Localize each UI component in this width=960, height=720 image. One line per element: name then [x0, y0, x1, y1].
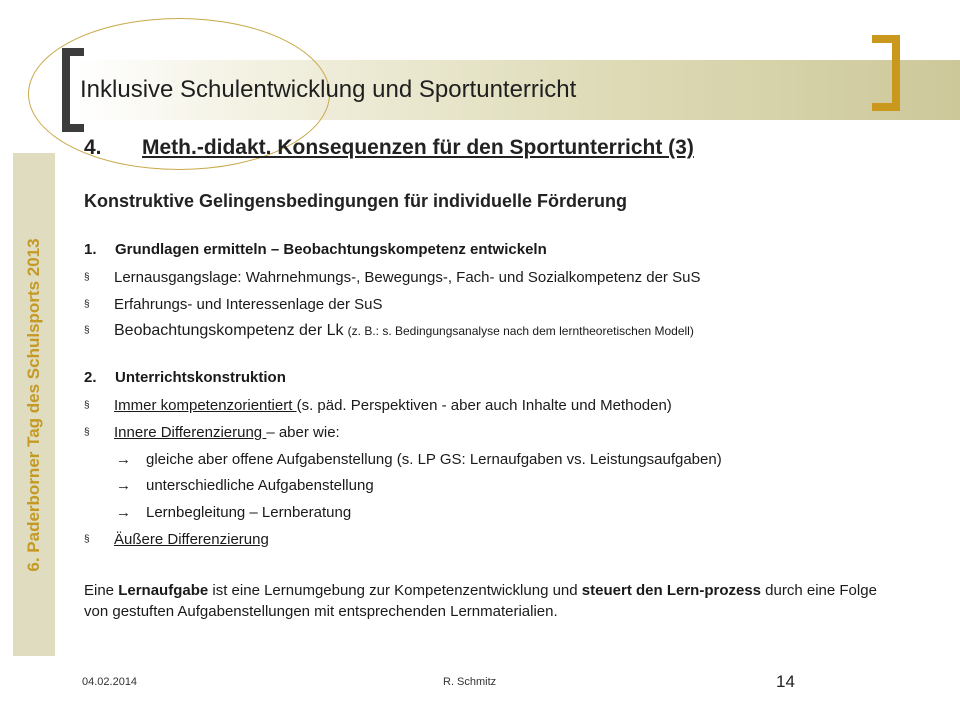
sub-list-item-text: unterschiedliche Aufgabenstellung	[146, 477, 374, 494]
bullet-icon: §	[84, 534, 90, 545]
list-item	[84, 322, 694, 340]
sidebar-event-label: 6. Paderborner Tag des Schulsports 2013	[24, 238, 43, 572]
list-item	[84, 424, 340, 441]
paragraph-text: ist eine Lernumgebung zur Kompetenzentwicklung und	[208, 582, 582, 599]
heading-number: 4.	[84, 136, 102, 159]
list-item	[84, 269, 700, 286]
list-item	[84, 296, 383, 313]
list-item	[84, 397, 672, 414]
bullet-icon: §	[84, 325, 90, 336]
heading-text: Meth.-didakt. Konsequenzen für den Sportunterricht (3)	[142, 136, 694, 159]
bullet-icon: §	[84, 299, 90, 310]
paragraph-text: Eine	[84, 582, 119, 599]
sub-list-item	[84, 451, 722, 468]
section2-number: 2.	[84, 369, 97, 386]
bullet-icon: §	[84, 272, 90, 283]
section-heading	[84, 136, 694, 160]
right-bracket-decoration	[872, 35, 900, 111]
sub-list-item-text: Lernbegleitung – Lernberatung	[146, 504, 352, 521]
list-item-underlined: Immer kompetenzorientiert	[114, 397, 297, 414]
section2-title	[84, 369, 286, 386]
list-item-text: (s. päd. Perspektiven - aber auch Inhalte und Methoden)	[296, 397, 672, 414]
list-item-text: Lernausgangslage: Wahrnehmungs-, Bewegungs-, Fach- und Sozialkompetenz der SuS	[114, 269, 701, 286]
footer-author: R. Schmitz	[443, 676, 497, 688]
footer-date: 04.02.2014	[82, 676, 138, 688]
list-item-note: (z. B.: s. Bedingungsanalyse nach dem lerntheoretischen Modell)	[347, 324, 694, 338]
list-item-underlined: Äußere Differenzierung	[114, 531, 269, 548]
arrow-right-icon: →	[116, 451, 131, 468]
definition-paragraph	[84, 580, 904, 622]
page-number: 14	[776, 672, 795, 691]
paragraph-text: durch eine Folge von gestuften Aufgabenstellungen mit entsprechenden Lernmaterialien.	[84, 582, 877, 620]
sub-list-item	[84, 477, 374, 494]
arrow-right-icon: →	[116, 504, 131, 521]
section1-label: Grundlagen ermitteln – Beobachtungskompetenz entwickeln	[115, 241, 547, 258]
subheading: Konstruktive Gelingensbedingungen für individuelle Förderung	[84, 191, 628, 211]
list-item-text: – aber wie:	[266, 424, 340, 441]
bullet-icon: §	[84, 400, 90, 411]
section1-title	[84, 241, 547, 258]
section1-number: 1.	[84, 241, 97, 258]
arrow-right-icon: →	[116, 477, 131, 494]
sub-list-item-text: gleiche aber offene Aufgabenstellung (s. LP GS: Lernaufgaben vs. Leistungsaufgaben)	[146, 451, 722, 468]
section2-label: Unterrichtskonstruktion	[115, 369, 286, 386]
list-item-text: Erfahrungs- und Interessenlage der SuS	[114, 296, 383, 313]
list-item	[84, 531, 269, 548]
paragraph-bold: Lernaufgabe	[118, 582, 209, 599]
list-item-text: Beobachtungskompetenz der Lk	[114, 322, 344, 339]
slide-title: Inklusive Schulentwicklung und Sportunterricht	[80, 76, 577, 103]
sub-list-item	[84, 504, 351, 521]
list-item-underlined: Innere Differenzierung	[114, 424, 267, 441]
paragraph-bold: steuert den Lern-prozess	[581, 582, 762, 599]
bullet-icon: §	[84, 427, 90, 438]
